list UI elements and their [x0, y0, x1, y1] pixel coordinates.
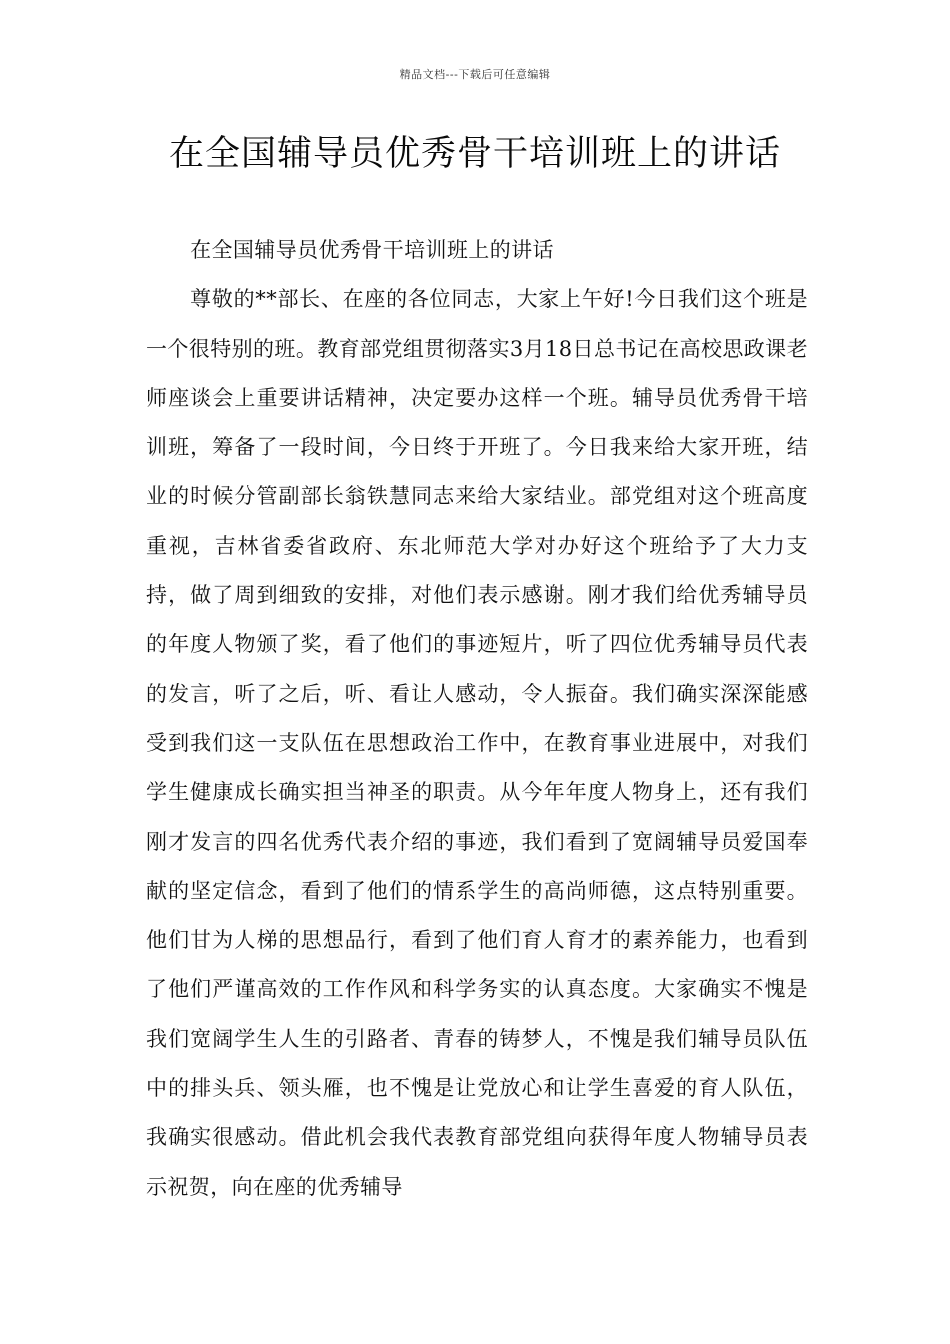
document-body — [146, 226, 808, 1212]
document-title: 在全国辅导员优秀骨干培训班上的讲话 — [168, 134, 781, 174]
body-paragraph: 尊敬的**部长、在座的各位同志，大家上午好!今日我们这个班是一个很特别的班。教育部党组贯彻落实3月18日总书记在高校思政课老师座谈会上重要讲话精神，决定要办这样一个班。辅导员优秀骨干培训班，筹备了一段时间，今日终于开班了。今日我来给大家开班，结业的时候分管副部长翁铁慧同志来给大家结业。部党组对这个班高度重视，吉林省委省政府、东北师范大学对办好这个班给予了大力支持，做了周到细致的安排，对他们表示感谢。刚才我们给优秀辅导员的年度人物颁了奖，看了他们的事迹短片，听了四位优秀辅导员代表的发言，听了之后，听、看让人感动，令人振奋。我们确实深深能感受到我们这一支队伍在思想政治工作中，在教育事业进展中，对我们学生健康成长确实担当神圣的职责。从今年年度人物身上，还有我们刚才发言的四名优秀代表介绍的事迹，我们看到了宽阔辅导员爱国奉献的坚定信念，看到了他们的情系学生的高尚师德，这点特别重要。他们甘为人梯的思想品行，看到了他们育人育才的素养能力，也看到了他们严谨高效的工作作风和科学务实的认真态度。大家确实不愧是我们宽阔学生人生的引路者、青春的铸梦人，不愧是我们辅导员队伍中的排头兵、领头雁，也不愧是让党放心和让学生喜爱的育人队伍，我确实很感动。借此机会我代表教育部党组向获得年度人物辅导员表示祝贺，向在座的优秀辅导 — [146, 287, 808, 1199]
body-paragraph: 在全国辅导员优秀骨干培训班上的讲话 — [190, 238, 554, 262]
header-note: 精品文档---下载后可任意编辑 — [399, 68, 551, 81]
